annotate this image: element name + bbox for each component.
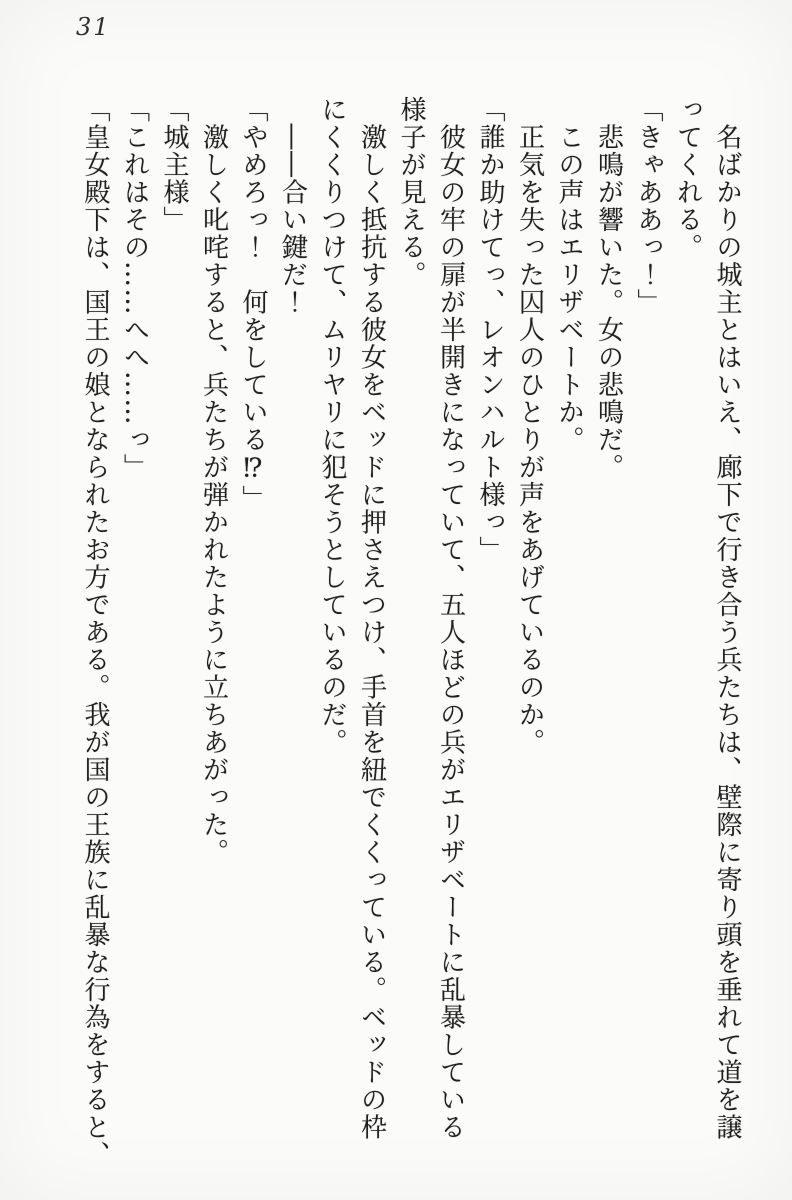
text-column: 「誰か助けてっ、レオンハルト様っ」 [475,96,505,564]
text-column: ――合い鍵だ！ [277,96,308,316]
text-column: 「城主様」 [159,96,189,234]
text-column: 「やめろっ！ 何をしている⁉」 [238,96,268,513]
text-column: この声はエリザベートか。 [554,96,584,454]
body-text [75,96,747,1176]
text-column: 名ばかりの城主とはいえ、廊下で行き合う兵たちは、壁際に寄り頭を垂れて道を譲 [712,96,742,1141]
text-column: 激しく叱咤すると、兵たちが弾かれたように立ちあがった。 [198,96,229,866]
text-column: 正気を失った囚人のひとりが声をあげているのか。 [514,96,545,756]
text-column: 激しく抵抗する彼女をベッドに押さえつけ、手首を紐でくくっている。ベッドの枠 [356,96,387,1141]
text-column: 悲鳴が響いた。女の悲鳴だ。 [593,96,624,481]
text-column: にくくりつけて、ムリヤリに犯そうとしているのだ。 [317,96,347,756]
text-column: 「きゃああっ！」 [633,96,663,316]
text-column: 様子が見える。 [396,96,426,289]
page-number: 31 [76,13,111,41]
text-column: 「これはその……へへ……っ」 [119,96,150,481]
text-column: 彼女の牢の扉が半開きになっていて、五人ほどの兵がエリザベートに乱暴している [435,96,466,1141]
text-column: 「皇女殿下は、国王の娘となられたお方である。我が国の王族に乱暴な行為をすると、 [80,96,110,1169]
text-column: ってくれる。 [672,96,703,261]
